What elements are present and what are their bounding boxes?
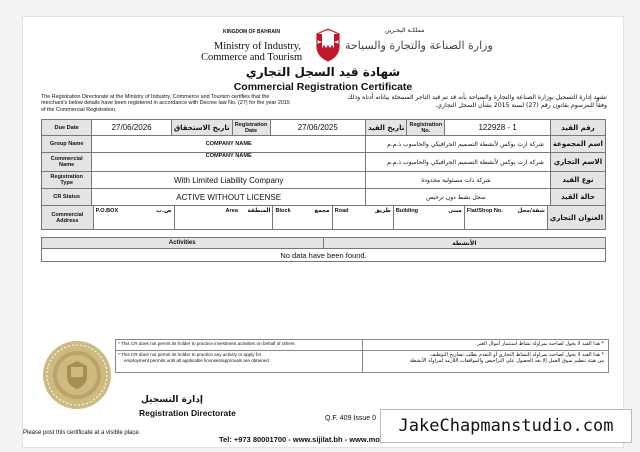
flat-label: Flat/Shop No. <box>466 207 503 214</box>
road-label: Road <box>334 207 349 214</box>
group-name-row <box>42 136 606 153</box>
kingdom-label: KINGDOM OF BAHRAIN <box>223 29 280 35</box>
block-label: Block <box>275 207 291 214</box>
due-date-label-ar: تاريخ الاستحقاق <box>171 120 232 136</box>
note-ar-2: * هذا القيد لا يخول لصاحبه بمزاولة النشاط التجاري أو التقدم بطلب تصاريح التوظيف <box>430 352 604 358</box>
group-name-value: COMPANY NAME <box>92 136 366 153</box>
notes-divider <box>362 340 363 372</box>
reg-no-label: Registration No. <box>407 120 445 136</box>
address-table <box>41 205 606 230</box>
cr-status-value-ar: سجل نشط دون ترخيص <box>365 189 550 206</box>
note-en-2: * This CR does not permit its holder to practice any activity or apply for <box>118 352 262 357</box>
reg-no-value: 122928 - 1 <box>445 120 551 136</box>
activities-table <box>41 237 606 262</box>
watermark: JakeChapmanstudio.com <box>380 409 632 443</box>
cr-status-label-ar: حالة القيد <box>550 189 605 206</box>
gold-seal-icon <box>41 339 113 411</box>
directorate-ar: إدارة التسجيل <box>141 395 203 405</box>
flat-label-ar: شقة/محل <box>517 207 545 214</box>
post-note: Please post this certificate at a visible place. <box>23 430 141 436</box>
notes-box <box>115 339 609 373</box>
road-header <box>332 206 393 216</box>
cr-status-value: ACTIVE WITHOUT LICENSE <box>92 189 366 206</box>
block-value <box>273 216 332 230</box>
notes-line-en <box>116 350 362 351</box>
note-en-3: employment permits until all applicable licenses/approvals are obtained. <box>124 358 271 363</box>
contact-line: Tel: +973 80001700 - www.sijilat.bh - www.mo <box>219 435 380 444</box>
reg-type-label: Registration Type <box>42 172 92 189</box>
activities-header: Activities <box>42 238 324 249</box>
intro-text-ar: تشهد إدارة التسجيل بوزارة الصناعة والتجارة والسياحة بأنه قد تم قيد التاجر المسجلة بياناته أدناه وذلك وفقاً للمرسوم بقانون رقم (27) لسنة 2015 بشأن السجل التجاري. <box>347 94 607 109</box>
title-ar: شهادة قيد السجل التجاري <box>245 65 401 79</box>
road-value <box>332 216 393 230</box>
cr-status-row <box>42 189 606 206</box>
pobox-value <box>93 216 174 230</box>
reg-type-value: With Limited Liability Company <box>92 172 366 189</box>
due-date-value: 27/06/2026 <box>92 120 172 136</box>
building-label-ar: مبنى <box>448 207 462 214</box>
cr-status-label: CR Status <box>42 189 92 206</box>
note-ar-1: * هذا القيد لا يخول لصاحبه بمزاولة نشاط استثمار أموال الغير. <box>475 341 604 347</box>
bahrain-emblem-icon <box>315 28 341 62</box>
kingdom-label-ar: مملكـة البحـرين <box>385 27 425 34</box>
ministry-name-ar: وزارة الصناعة والتجارة والسياحة <box>345 39 493 52</box>
dates-row <box>42 120 606 136</box>
address-values-row <box>42 216 606 230</box>
certificate-sheet <box>22 16 624 448</box>
area-label-ar: المنطقة <box>247 207 271 214</box>
activities-header-ar: الأنشطة <box>323 238 606 249</box>
reg-date-label: Registration Date <box>232 120 270 136</box>
area-header <box>174 206 273 216</box>
activities-empty-row <box>42 249 606 262</box>
group-name-label: Group Name <box>42 136 92 153</box>
pobox-header <box>93 206 174 216</box>
activities-header-row <box>42 238 606 249</box>
road-label-ar: طريق <box>374 207 391 214</box>
address-header-row <box>42 206 606 216</box>
building-value <box>393 216 464 230</box>
commercial-name-label-ar: الاسم التجاري <box>550 153 605 172</box>
note-en-1: * This CR does not permit its holder to practice investment activities on behalf of others <box>118 341 295 346</box>
address-label-ar: العنوان التجاري <box>547 206 605 230</box>
reg-type-row <box>42 172 606 189</box>
reg-no-label-ar: رقم القيد <box>550 120 605 136</box>
reg-date-label-ar: تاريخ القيد <box>365 120 406 136</box>
reg-type-label-ar: نوع القيد <box>550 172 605 189</box>
commercial-name-value-ar: شركة ارت بوكس لأنشطة التصميم الجرافيكي والحاسوب ذ.م.م <box>365 153 550 172</box>
address-label: Commercial Address <box>42 206 94 230</box>
group-name-value-ar: شركة ارت بوكس لأنشطة التصميم الجرافيكي والحاسوب ذ.م.م <box>365 136 550 153</box>
block-header <box>273 206 332 216</box>
area-value <box>174 216 273 230</box>
group-name-label-ar: اسم المجموعة <box>550 136 605 153</box>
commercial-name-label: Commercial Name <box>42 153 92 172</box>
building-label: Building <box>395 207 419 214</box>
notes-line-ar <box>362 350 608 351</box>
pobox-label: P.O.BOX <box>95 207 119 214</box>
flat-header <box>464 206 547 216</box>
title-en: Commercial Registration Certificate <box>233 81 413 93</box>
flat-value <box>464 216 547 230</box>
registration-table <box>41 119 606 206</box>
directorate-en: Registration Directorate <box>139 408 236 418</box>
intro-text-en: The Registration Directorate at the Ministry of Industry, Commerce and Tourism certifies that the merchant's below details have been registered in accordance with Decree law No. (27) for the year 2015 of the Commercial Registration. <box>41 94 290 113</box>
pobox-label-ar: ص.ب <box>156 207 172 214</box>
reg-type-value-ar: شركة ذات مسئولية محدودة <box>365 172 550 189</box>
reg-date-value: 27/06/2025 <box>270 120 365 136</box>
commercial-name-value: COMPANY NAME <box>92 153 366 172</box>
activities-empty-message: No data have been found. <box>42 249 606 262</box>
note-ar-3: من هيئة تنظيم سوق العمل إلا بعد الحصول على التراخيص والموافقات اللازمة لمزاولة الأنشطة <box>409 358 604 364</box>
ministry-name-en <box>201 41 301 63</box>
block-label-ar: مجمع <box>314 207 330 214</box>
form-number: Q.F. 409 Issue 0 <box>325 415 376 422</box>
ministry-line-1: Ministry of Industry, <box>213 41 301 52</box>
area-label: Area <box>225 207 238 214</box>
building-header <box>393 206 464 216</box>
due-date-label: Due Date <box>42 120 92 136</box>
ministry-line-2: Commerce and Tourism <box>201 52 303 63</box>
commercial-name-row <box>42 153 606 172</box>
